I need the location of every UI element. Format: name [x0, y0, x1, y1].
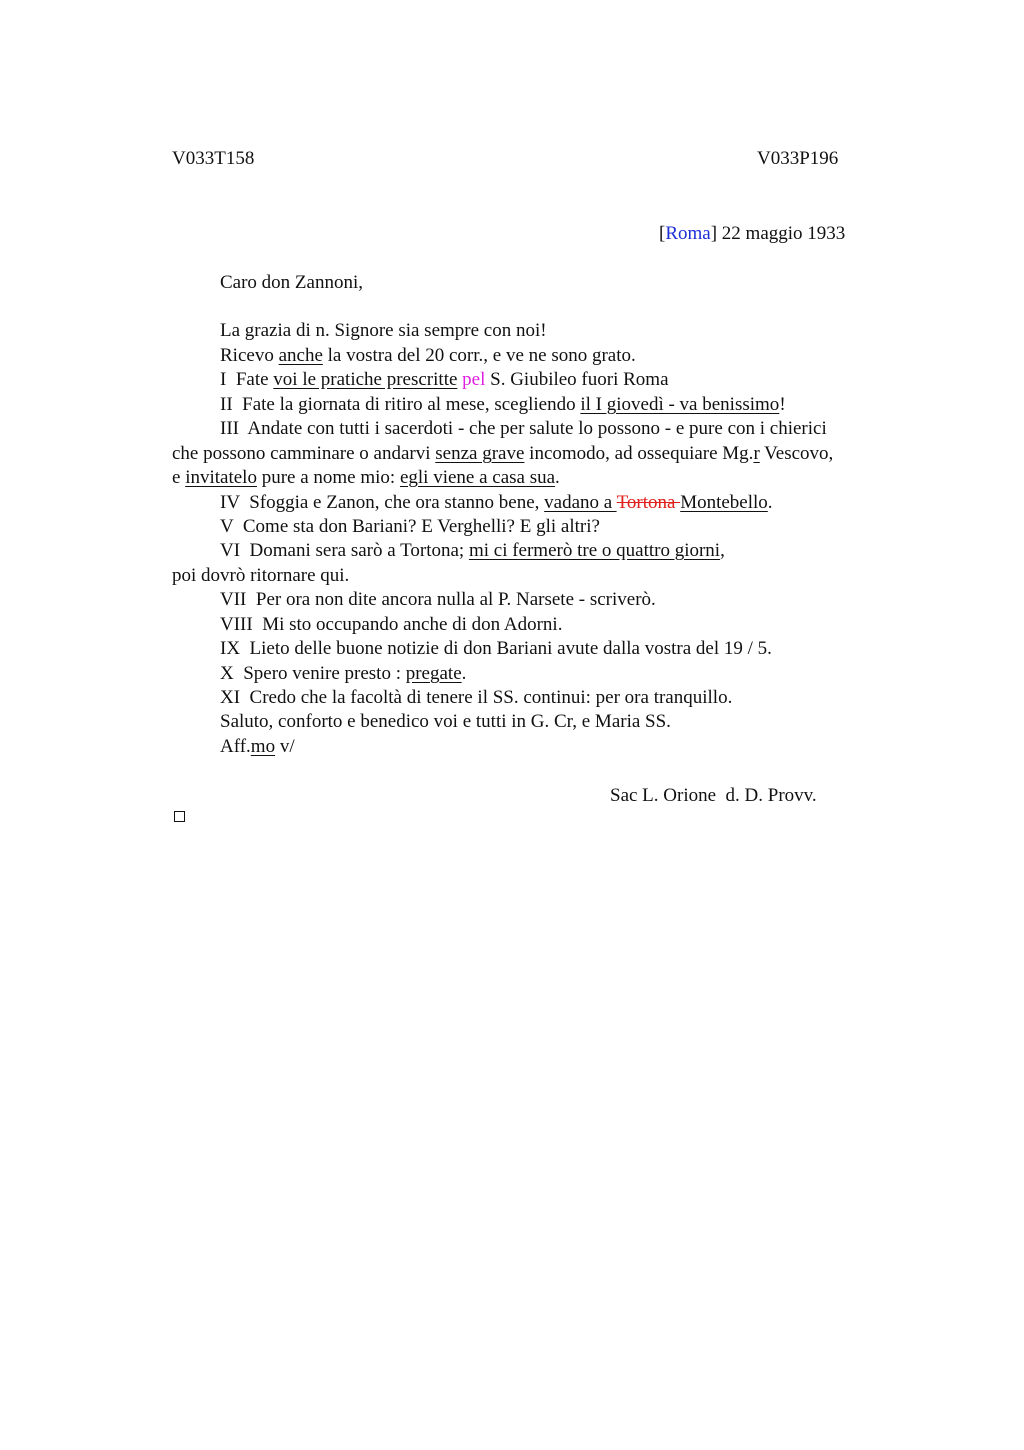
- text-segment: incomodo, ad ossequiare Mg.: [524, 443, 754, 464]
- body-line-8: [220, 491, 773, 516]
- text-segment: VI Domani sera sarò a Tortona;: [220, 540, 469, 561]
- end-square-icon: [174, 811, 185, 822]
- text-segment: la vostra del 20 corr., e ve ne sono grato.: [322, 345, 636, 366]
- body-line-1: La grazia di n. Signore sia sempre con noi!: [220, 320, 547, 341]
- inserted-word: pel: [462, 369, 486, 390]
- text-segment: .: [555, 467, 560, 488]
- date-place: Roma: [665, 223, 711, 244]
- body-line-5: III Andate con tutti i sacerdoti - che per salute lo possono - e pure con i chierici: [220, 418, 827, 439]
- underlined-text: r: [753, 443, 760, 464]
- body-line-3: [220, 368, 669, 393]
- date-bracket: [: [659, 223, 666, 244]
- header-left-code: V033T158: [172, 148, 255, 169]
- greeting: Caro don Zannoni,: [220, 272, 364, 293]
- text-segment: S. Giubileo fuori Roma: [485, 369, 669, 390]
- text-segment: IV Sfoggia e Zanon, che ora stanno bene,: [220, 492, 545, 513]
- closing-line: [220, 735, 295, 760]
- text-segment: e: [172, 467, 186, 488]
- date-line: [659, 222, 845, 247]
- text-segment: Aff.: [220, 736, 251, 757]
- underlined-text: mi ci fermerò tre o quattro giorni: [468, 540, 721, 561]
- body-line-16: XI Credo che la facoltà di tenere il SS. continui: per ora tranquillo.: [220, 687, 733, 708]
- text-segment: Vescovo,: [759, 443, 834, 464]
- body-line-9: V Come sta don Bariani? E Verghelli? E gli altri?: [220, 516, 600, 537]
- text-segment: .: [767, 492, 773, 513]
- text-segment: .: [461, 663, 467, 684]
- underlined-text: invitatelo: [185, 467, 257, 488]
- text-segment: II Fate la giornata di ritiro al mese, scegliendo: [220, 394, 581, 415]
- underlined-text: anche: [278, 345, 323, 366]
- text-segment: Ricevo: [220, 345, 279, 366]
- underlined-text: vadano a: [544, 492, 617, 513]
- underlined-text: il I giovedì - va benissimo: [580, 394, 780, 415]
- body-line-7: [172, 466, 560, 491]
- text-segment: v/: [275, 736, 295, 757]
- text-segment: !: [779, 394, 786, 415]
- text-segment: I Fate: [220, 369, 274, 390]
- underlined-text: senza grave: [435, 443, 525, 464]
- body-line-11: poi dovrò ritornare qui.: [172, 565, 350, 586]
- body-line-6: [172, 442, 833, 467]
- text-segment: X Spero venire presto :: [220, 663, 406, 684]
- underlined-text: voi le pratiche prescritte: [273, 369, 458, 390]
- body-line-2: [220, 344, 636, 369]
- text-segment: ,: [720, 540, 725, 561]
- header-right-code: V033P196: [757, 148, 839, 169]
- underlined-text: mo: [250, 736, 276, 757]
- underlined-text: egli viene a casa sua: [399, 467, 556, 488]
- text-segment: pure a nome mio:: [256, 467, 400, 488]
- body-line-17: Saluto, conforto e benedico voi e tutti in G. Cr, e Maria SS.: [220, 711, 671, 732]
- signature: Sac L. Orione d. D. Provv.: [610, 785, 817, 806]
- body-line-13: VIII Mi sto occupando anche di don Adorni.: [220, 614, 563, 635]
- body-line-12: VII Per ora non dite ancora nulla al P. Narsete - scriverò.: [220, 589, 656, 610]
- date-rest: ] 22 maggio 1933: [710, 223, 846, 244]
- body-line-14: IX Lieto delle buone notizie di don Bariani avute dalla vostra del 19 / 5.: [220, 638, 772, 659]
- underlined-text: pregate: [405, 663, 462, 684]
- body-line-15: [220, 662, 466, 687]
- struck-through-word: Tortona: [616, 492, 681, 513]
- underlined-text: Montebello: [680, 492, 768, 513]
- text-segment: che possono camminare o andarvi: [172, 443, 436, 464]
- body-line-4: [220, 393, 786, 418]
- body-line-10: [220, 539, 725, 564]
